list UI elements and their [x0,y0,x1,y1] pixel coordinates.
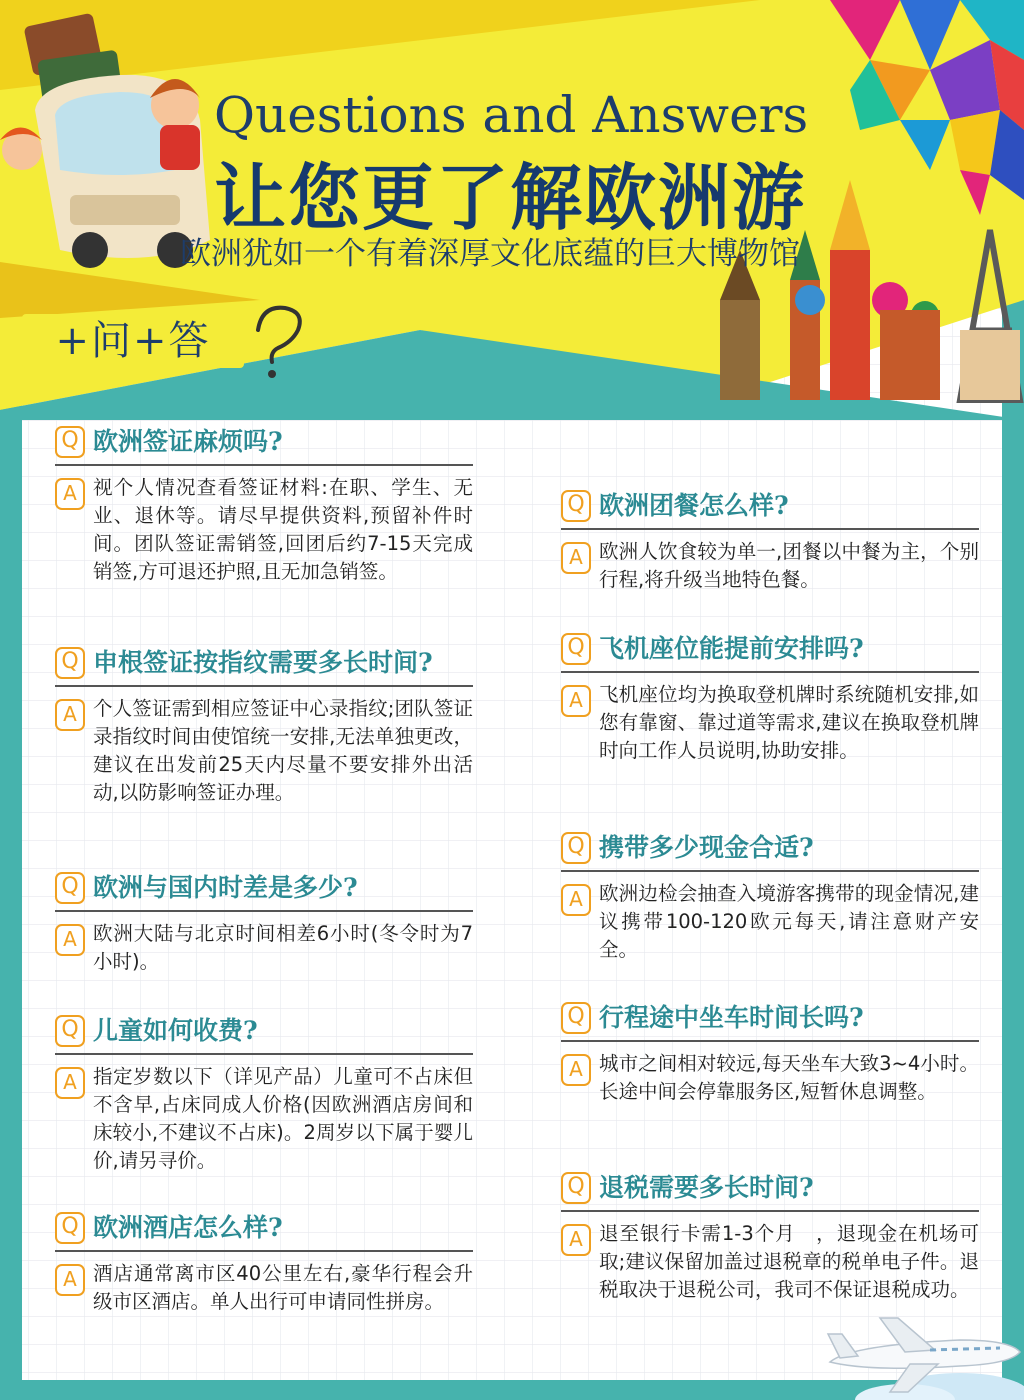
a-badge-icon: A [561,1054,591,1086]
answer-text: 欧洲大陆与北京时间相差6小时(冬令时为7小时)。 [93,922,473,973]
question-text: 儿童如何收费? [93,1016,258,1045]
q-badge-icon: Q [561,1002,591,1034]
a-badge-icon: A [55,1264,85,1296]
question-text: 飞机座位能提前安排吗? [599,634,864,663]
qa-item [55,1206,473,1316]
divider [561,870,979,872]
question-text: 退税需要多长时间? [599,1173,814,1202]
question-row [561,996,979,1036]
q-badge-icon: Q [55,426,85,458]
answer-text: 个人签证需到相应签证中心录指纹;团队签证录指纹时间由使馆统一安排,无法单独更改，建议在出发前25天内尽量不要安排外出活动,以防影响签证办理。 [93,697,473,804]
answer-block [55,1260,473,1316]
a-badge-icon: A [55,478,85,510]
question-row [55,1206,473,1246]
divider [561,1210,979,1212]
qa-item [561,627,979,765]
q-badge-icon: Q [561,832,591,864]
divider [55,1250,473,1252]
question-row [55,1009,473,1049]
qa-item [55,420,473,586]
answer-block [55,474,473,586]
question-row [561,627,979,667]
answer-block [561,1220,979,1304]
divider [561,1040,979,1042]
answer-text: 城市之间相对较远,每天坐车大致3~4小时。长途中间会停靠服务区,短暂休息调整。 [599,1052,979,1103]
q-badge-icon: Q [55,647,85,679]
subtitle: 欧洲犹如一个有着深厚文化底蕴的巨大博物馆 [180,236,800,272]
question-row [561,484,979,524]
qa-item [55,866,473,976]
answer-block [561,1050,979,1106]
answer-text: 飞机座位均为换取登机牌时系统随机安排,如您有靠窗、靠过道等需求,建议在换取登机牌时向工作人员说明,协助安排。 [599,683,979,762]
a-badge-icon: A [55,924,85,956]
divider [55,910,473,912]
question-row [55,866,473,906]
q-badge-icon: Q [561,633,591,665]
title-english: Questions and Answers [214,86,809,144]
q-badge-icon: Q [561,490,591,522]
answer-text: 酒店通常离市区40公里左右,豪华行程会升级市区酒店。单人出行可申请同性拼房。 [93,1262,473,1313]
qa-item [561,996,979,1106]
qa-item [561,484,979,594]
a-badge-icon: A [561,1224,591,1256]
q-badge-icon: Q [55,872,85,904]
answer-block [561,681,979,765]
a-badge-icon: A [55,1067,85,1099]
divider [55,1053,473,1055]
question-row [561,1166,979,1206]
answer-block [561,538,979,594]
a-badge-icon: A [55,699,85,731]
answer-text: 退至银行卡需1-3个月 ，退现金在机场可取;建议保留加盖过退税章的税单电子件。退税取决于退税公司，我司不保证退税成功。 [599,1222,979,1301]
right-column [561,0,981,1400]
answer-text: 视个人情况查看签证材料:在职、学生、无业、退休等。请尽早提供资料,预留补件时间。团队签证需销签,回团后约7-15天完成销签,方可退还护照,且无加急销签。 [93,476,473,583]
qa-item [561,1166,979,1304]
left-column [55,0,475,1400]
question-text: 携带多少现金合适? [599,833,814,862]
title-chinese: 让您更了解欧洲游 [214,155,807,240]
a-badge-icon: A [561,685,591,717]
q-badge-icon: Q [561,1172,591,1204]
question-row [561,826,979,866]
question-text: 申根签证按指纹需要多长时间? [93,648,433,677]
qa-item [55,641,473,807]
question-row [55,420,473,460]
q-badge-icon: Q [55,1212,85,1244]
divider [55,464,473,466]
qa-banner: +问+答 [22,314,244,368]
qa-item [561,826,979,964]
divider [561,528,979,530]
a-badge-icon: A [561,542,591,574]
question-text: 欧洲酒店怎么样? [93,1213,283,1242]
qa-item [55,1009,473,1175]
answer-block [55,920,473,976]
question-row [55,641,473,681]
answer-text: 欧洲人饮食较为单一,团餐以中餐为主，个别行程,将升级当地特色餐。 [599,540,979,591]
q-badge-icon: Q [55,1015,85,1047]
answer-block [561,880,979,964]
answer-block [55,695,473,807]
answer-text: 指定岁数以下（详见产品）儿童可不占床但不含早,占床同成人价格(因欧洲酒店房间和床较小,不建议不占床)。2周岁以下属于婴儿价,请另寻价。 [93,1065,473,1172]
question-text: 欧洲签证麻烦吗? [93,427,283,456]
answer-text: 欧洲边检会抽查入境游客携带的现金情况,建议携带100-120欧元每天,请注意财产安全。 [599,882,979,961]
answer-block [55,1063,473,1175]
divider [55,685,473,687]
a-badge-icon: A [561,884,591,916]
question-text: 欧洲与国内时差是多少? [93,873,358,902]
question-text: 欧洲团餐怎么样? [599,491,789,520]
question-text: 行程途中坐车时间长吗? [599,1003,864,1032]
airplane-illustration [810,1300,1024,1400]
divider [561,671,979,673]
